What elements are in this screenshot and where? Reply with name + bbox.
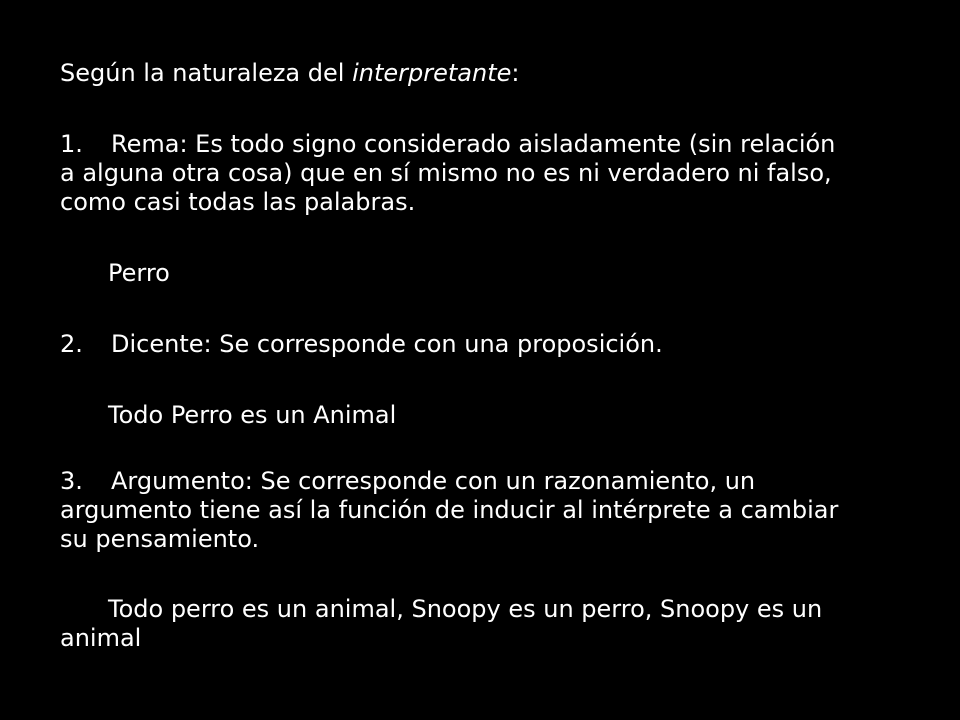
heading-suffix: :: [511, 59, 520, 87]
item-3-line-3: su pensamiento.: [60, 525, 260, 553]
item-1-line-1: [60, 130, 900, 159]
item-2-line-1: [60, 330, 900, 359]
item-3-example-line-2: animal: [60, 624, 142, 652]
heading-prefix: Según la naturaleza del: [60, 59, 353, 87]
item-3-text-1: Argumento: Se corresponde con un razonamiento, un: [111, 467, 756, 495]
item-3-line-1: [60, 467, 900, 496]
item-3-example-line-1: Todo perro es un animal, Snoopy es un perro, Snoopy es un: [108, 595, 823, 623]
heading-emphasis: interpretante: [352, 59, 512, 87]
item-1-line-3: como casi todas las palabras.: [60, 188, 416, 216]
item-3-line-2: argumento tiene así la función de inducir al intérprete a cambiar: [60, 496, 839, 524]
item-2-example: Todo Perro es un Animal: [108, 401, 397, 429]
item-1-line-2: a alguna otra cosa) que en sí mismo no es ni verdadero ni falso,: [60, 159, 832, 187]
item-1-text-1: Rema: Es todo signo considerado aisladamente (sin relación: [111, 130, 836, 158]
item-3-number: 3.: [60, 467, 83, 495]
item-1-number: 1.: [60, 130, 83, 158]
item-1-example: Perro: [108, 259, 170, 287]
item-2-text-1: Dicente: Se corresponde con una proposición.: [111, 330, 663, 358]
item-2-number: 2.: [60, 330, 83, 358]
slide-heading: [60, 59, 900, 88]
